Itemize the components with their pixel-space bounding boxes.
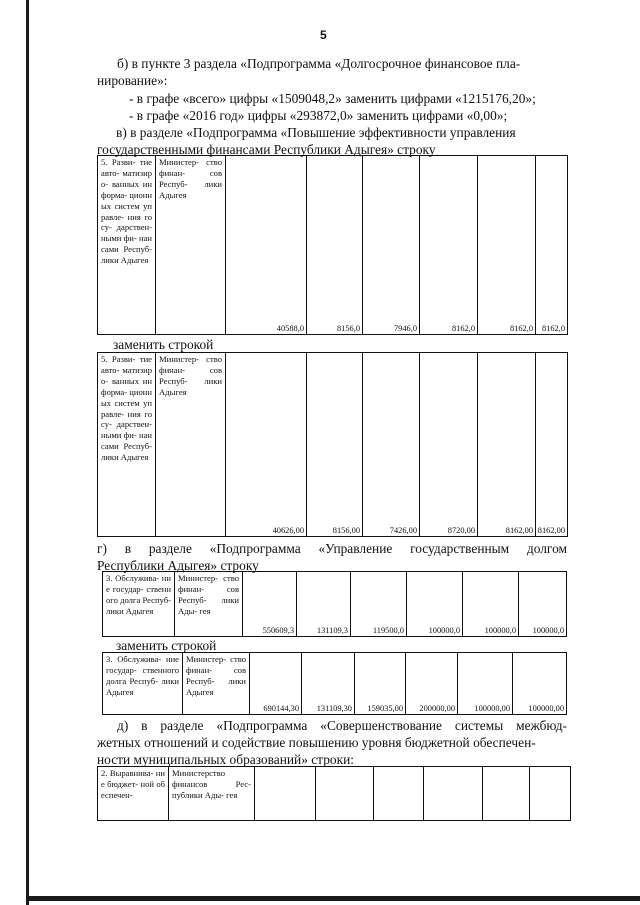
- paragraph-g-line1: г) в разделе «Подпрограмма «Управление государственным долгом: [97, 541, 567, 556]
- value-year-1: [316, 767, 374, 821]
- value-year-5: [530, 767, 571, 821]
- value-year-3: 100000,0: [407, 572, 463, 637]
- paragraph-replace-2: заменить строкой: [116, 638, 217, 653]
- value-year-5: 100000,0: [519, 572, 567, 637]
- value-year-2: 7426,00: [363, 353, 420, 537]
- value-year-3: [424, 767, 483, 821]
- value-total: [255, 767, 316, 821]
- table-3-original-row: [102, 571, 567, 637]
- measure-cell: 2. Выравнива- ние бюджет- ной обеспечен-: [98, 767, 169, 821]
- paragraph-d-line2: жетных отношений и содействие повышению уровня бюджетной обеспечен-: [97, 735, 536, 750]
- value-year-1: 8156,00: [307, 353, 363, 537]
- table-row: [98, 353, 568, 537]
- paragraph-b-line2: нирование»:: [97, 73, 168, 88]
- value-year-4: 100000,0: [463, 572, 519, 637]
- table-1-original-row: [97, 155, 568, 335]
- value-year-1: 131109,30: [302, 653, 355, 715]
- paragraph-g-line2: Республики Адыгея» строку: [97, 558, 259, 573]
- value-total: 550609,3: [243, 572, 297, 637]
- measure-cell: 3. Обслужива- ние государ- ственного долга Респуб- лики Адыгея: [103, 572, 175, 637]
- executor-cell: Министер- ство финан- сов Респуб- лики Адыгея: [183, 653, 250, 715]
- value-year-5: 8162,00: [536, 353, 568, 537]
- value-year-2: 159035,00: [355, 653, 406, 715]
- executor-cell: Министер- ство финан- сов Респуб- лики Адыгея: [156, 353, 226, 537]
- value-year-2: [374, 767, 424, 821]
- paragraph-d-line3: ности муниципальных образований» строки:: [97, 752, 354, 767]
- value-year-2: 7946,0: [363, 156, 420, 335]
- table-row: [98, 767, 571, 821]
- value-year-3: 200000,00: [406, 653, 458, 715]
- value-year-5: 8162,0: [536, 156, 568, 335]
- table-5-partial-row: [97, 766, 571, 821]
- paragraph-v-line2: государственными финансами Республики Адыгея» строку: [97, 142, 436, 157]
- page-number: 5: [320, 28, 327, 42]
- table-4-replacement-row: [102, 652, 567, 715]
- executor-cell: Министер- ство финан- сов Респуб- лики Адыгея: [156, 156, 226, 335]
- table-2-replacement-row: [97, 352, 568, 537]
- value-year-1: 131109,3: [297, 572, 351, 637]
- measure-cell: 5. Разви- тие авто- матизиро- ванных информа- ционных систем управле- ния госу- дарствен- ными фи- нансами Респуб- лики Адыгея: [98, 353, 156, 537]
- table-row: [98, 156, 568, 335]
- value-year-4: 8162,00: [478, 353, 536, 537]
- value-year-4: [483, 767, 530, 821]
- value-total: 690144,30: [250, 653, 302, 715]
- scan-edge-bottom: [26, 896, 640, 901]
- executor-cell: Министер- ство финан- сов Респуб- лики Ады- гея: [175, 572, 243, 637]
- value-total: 40626,00: [226, 353, 307, 537]
- value-total: 40588,0: [226, 156, 307, 335]
- table-row: [103, 653, 567, 715]
- value-year-4: 100000,00: [458, 653, 513, 715]
- paragraph-b-line3: - в графе «всего» цифры «1509048,2» заменить цифрами «1215176,20»;: [129, 91, 536, 106]
- paragraph-b-line4: - в графе «2016 год» цифры «293872,0» заменить цифрами «0,00»;: [129, 108, 508, 123]
- value-year-1: 8156,0: [307, 156, 363, 335]
- value-year-2: 119500,0: [351, 572, 407, 637]
- measure-cell: 3. Обслужива- ние государ- ственного долга Респуб- лики Адыгея: [103, 653, 183, 715]
- measure-cell: 5. Разви- тие авто- матизиро- ванных информа- ционных систем управле- ния госу- дарствен- ными фи- нансами Респуб- лики Адыгея: [98, 156, 156, 335]
- paragraph-b-line1: б) в пункте 3 раздела «Подпрограмма «Долгосрочное финансовое пла-: [117, 56, 521, 71]
- paragraph-v-line1: в) в разделе «Подпрограмма «Повышение эффективности управления: [116, 125, 516, 140]
- value-year-3: 8162,0: [420, 156, 478, 335]
- table-row: [103, 572, 567, 637]
- executor-cell: Министерство финансов Рес- публики Ады- гея: [169, 767, 255, 821]
- value-year-5: 100000,00: [513, 653, 567, 715]
- value-year-4: 8162,0: [478, 156, 536, 335]
- value-year-3: 8720,00: [420, 353, 478, 537]
- paragraph-d-line1: д) в разделе «Подпрограмма «Совершенствование системы межбюд-: [117, 718, 567, 733]
- scan-edge-left: [26, 0, 29, 905]
- paragraph-replace-1: заменить строкой: [113, 337, 214, 352]
